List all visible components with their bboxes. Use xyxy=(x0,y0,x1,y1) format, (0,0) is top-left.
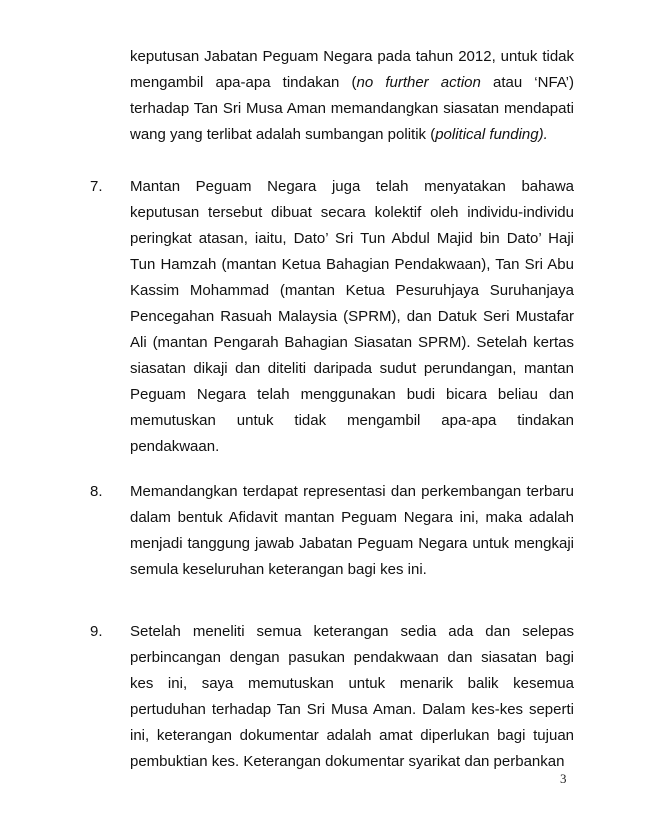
paragraph-9: Setelah meneliti semua keterangan sedia ada dan selepas perbincangan dengan pasukan pendakwaan dan siasatan bagi kes ini, saya memutuskan untuk menarik balik kesemua pertuduhan terhadap Tan Sri Musa Aman. Dalam kes-kes seperti ini, keterangan dokumentar adalah amat diperlukan bagi tujuan pembuktian kes. Keterangan dokumentar syarikat dan perbankan xyxy=(130,623,574,770)
continuation-text: keputusan Jabatan Peguam Negara pada tahun 2012, untuk tidak mengambil apa-apa tindakan ( xyxy=(130,48,574,91)
continuation-text-2: atau ‘NFA’) terhadap Tan Sri Musa Aman memandangkan siasatan mendapati wang yang terlibat adalah sumbangan politik ( xyxy=(130,74,575,143)
paragraph-number: 7. xyxy=(90,178,103,195)
paragraph-7: Mantan Peguam Negara juga telah menyatakan bahawa keputusan tersebut dibuat secara kolektif oleh individu-individu peringkat atasan, iaitu, Dato’ Sri Tun Abdul Majid bin Dato’ Haji Tun Hamzah (mantan Ketua Bahagian Pendakwaan), Tan Sri Abu Kassim Mohammad (mantan Ketua Pesuruhjaya Suruhanjaya Pencegahan Rasuah Malaysia (SPRM), dan Datuk Seri Mustafar Ali (mantan Pengarah Bahagian Siasatan SPRM). Setelah kertas siasatan dikaji dan diteliti daripada sudut perundangan, mantan Peguam Negara telah menggunakan budi bicara beliau dan memutuskan untuk tidak mengambil apa-apa tindakan pendakwaan. xyxy=(130,178,574,455)
paragraph-8: Memandangkan terdapat representasi dan perkembangan terbaru dalam bentuk Afidavit mantan Peguam Negara ini, maka adalah menjadi tanggung jawab Jabatan Peguam Negara untuk mengkaji semula keseluruhan keterangan bagi kes ini. xyxy=(130,483,574,578)
continuation-italic-1: no further action xyxy=(356,74,481,91)
paragraph-number: 8. xyxy=(90,483,103,500)
continuation-italic-2: political funding). xyxy=(435,126,548,143)
page-number: 3 xyxy=(560,771,567,786)
paragraph-number: 9. xyxy=(90,623,103,640)
paragraph-continuation xyxy=(130,44,574,148)
